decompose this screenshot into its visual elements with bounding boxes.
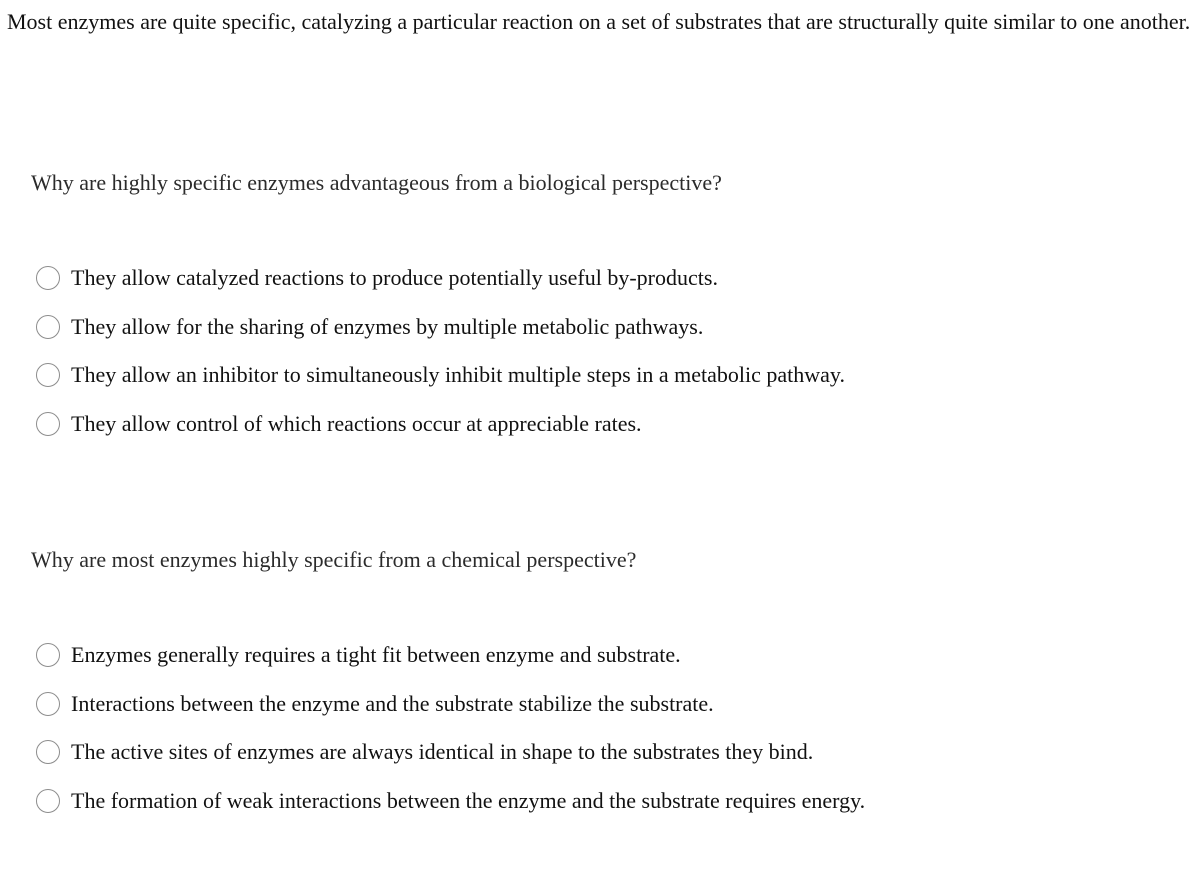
radio-button-icon[interactable] — [36, 692, 60, 716]
option-label: The formation of weak interactions between the enzyme and the substrate requires energy. — [71, 787, 866, 813]
question-2-option-d[interactable] — [36, 777, 865, 826]
radio-button-icon[interactable] — [36, 266, 60, 290]
question-1-option-b[interactable] — [36, 303, 845, 352]
radio-button-icon[interactable] — [36, 363, 60, 387]
question-2-prompt: Why are most enzymes highly specific from a chemical perspective? — [31, 547, 637, 572]
radio-button-icon[interactable] — [36, 412, 60, 436]
option-label: The active sites of enzymes are always identical in shape to the substrates they bind. — [71, 739, 814, 765]
option-label: Enzymes generally requires a tight fit between enzyme and substrate. — [71, 642, 681, 668]
radio-button-icon[interactable] — [36, 740, 60, 764]
question-1-prompt: Why are highly specific enzymes advantageous from a biological perspective? — [31, 170, 722, 195]
question-1-option-c[interactable] — [36, 351, 845, 400]
option-label: Interactions between the enzyme and the substrate stabilize the substrate. — [71, 690, 714, 716]
radio-button-icon[interactable] — [36, 315, 60, 339]
option-label: They allow an inhibitor to simultaneously inhibit multiple steps in a metabolic pathway. — [71, 362, 845, 388]
question-1-options — [36, 254, 845, 448]
option-label: They allow control of which reactions occur at appreciable rates. — [71, 410, 642, 436]
radio-button-icon[interactable] — [36, 789, 60, 813]
question-1-option-d[interactable] — [36, 400, 845, 449]
option-label: They allow catalyzed reactions to produce potentially useful by-products. — [71, 265, 718, 291]
question-2-option-b[interactable] — [36, 680, 865, 729]
question-2-option-a[interactable] — [36, 631, 865, 680]
question-2-options — [36, 631, 865, 825]
question-2-option-c[interactable] — [36, 728, 865, 777]
radio-button-icon[interactable] — [36, 643, 60, 667]
option-label: They allow for the sharing of enzymes by multiple metabolic pathways. — [71, 313, 704, 339]
question-1-option-a[interactable] — [36, 254, 845, 303]
intro-text: Most enzymes are quite specific, catalyzing a particular reaction on a set of substrates that are structurally quite similar to one another. — [7, 9, 1191, 34]
